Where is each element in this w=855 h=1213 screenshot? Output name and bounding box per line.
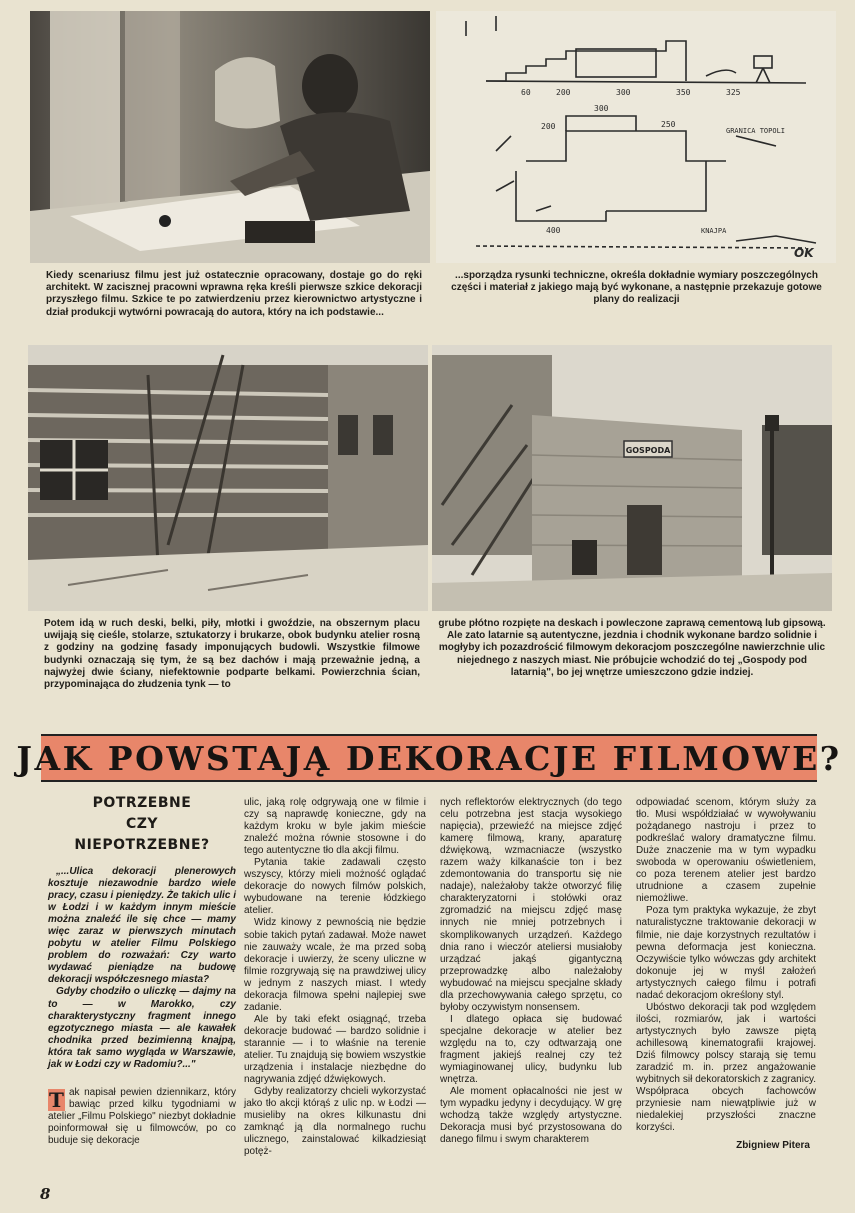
column-1-body [48,1087,236,1147]
caption-technical-drawings: ...sporządza rysunki techniczne, określa dokładnie wymiary poszczególnych części i materiał z jakiego mają być wykonane, a następnie przekazuje gotowe plany do realizacji [451,270,822,306]
column-1 [48,793,236,1147]
dim-label: 60 [521,88,531,97]
dim-label: 350 [676,88,691,97]
headline: JAK POWSTAJĄ DEKORACJE FILMOWE? [16,738,842,778]
quote-paragraph: „...Ulica dekoracji plenerowych kosztuje niezawodnie bardzo wiele pracy, czasu i pieniędzy. Że takich ulic i w Łodzi i w każdym innym mieście można znaleźć ile się chce — mamy więc zaraz w pierwszych minutach pobytu w atelier Filmu Polskiego problem do rozważań: Czy warto wydawać pieniądze na budowę dekoracji współczesnego miasta? [48,866,236,986]
body-paragraph: I dlatego opłaca się budować specjalne dekoracje w atelier bez względu na to, czy odtwarzają one fragment jakiejś realnej czy też wymiaginowanej ulicy, budynku lub wnętrza. [440,1013,622,1086]
gospoda-sign: GOSPODA [625,446,671,455]
column-4 [636,797,816,1152]
headline-banner [16,734,842,782]
dim-label: 200 [541,122,556,131]
body-paragraph: Widz kinowy z pewnością nie będzie sobie takich pytań zadawał. Może nawet nie zauważy wcale, że ma przed sobą dekoracje i uwierzy, że sceny uliczne w filmie rozgrywają się na prawdziwej ulicy w jednym z naszych miast. I wtedy dekoracja filmowa spełni najlepiej swe zadanie. [244,917,426,1013]
body-paragraph: Pytania takie zadawali często wszyscy, którzy mieli możność oglądać dekoracje do nowych filmów polskich, wybudowane na terenie łódzkiego atelier. [244,857,426,917]
body-paragraph: nych reflektorów elektrycznych (do tego celu potrzebna jest stacja wysokiego napięcia), przewieźć na miejsce zdjęć kamerę filmową, krany, aparaturę dźwiękową, wzmacniacze (wszystko razem waży kilkanaście ton i bez zdemontowania do transportu się nie nadaje), należałoby także otworzyć filię charakteryzatorni i stołówki oraz zgromadzić na miejscu zdjęć masę innych nie mniej potrzebnych i skomplikowanych urządzeń. Każdego dnia rano i wieczór ateliersi musiałoby urządzać jakąś gigantyczną przeprowadzkę albo należałoby wybudować na miejscu specjalne składy dla przechowywania całego sprzętu, co byłoby oczywistym nonsensem. [440,797,622,1013]
sketch-label-granica: GRANICA TOPOLI [726,127,786,135]
body-paragraph: Ale moment opłacalności nie jest w tym wypadku jedyny i decydujący. W grę wchodzą także względy artystyczne. Dekoracja musi być przystosowana do danego filmu i swym charakterem [440,1086,622,1146]
photo-gospoda-facade [432,345,832,611]
dim-label: 325 [726,88,741,97]
subheading-line: NIEPOTRZEBNE? [74,837,210,853]
photo-construction-scaffolding [28,345,428,611]
page-number: 8 [40,1185,51,1203]
body-paragraph: Ubóstwo dekoracji tak pod względem ilości, rozmiarów, jak i wartości artystycznych było zawsze piętą achillesową kinematografii krajowej. Dziś filmowcy polscy starają się temu zaradzić m. in. przez angażowanie wybitnych sił dekoratorskich z zagranicy. Współpraca obcych fachowców przyniesie nam niewątpliwie już w niedalekiej przyszłości znaczne korzyści. [636,1001,816,1134]
body-paragraph: Ale by taki efekt osiągnąć, trzeba dekoracje budować — bardzo solidnie i starannie — i to właśnie na terenie atelier. Tu znajdują się bowiem wszystkie urządzenia i instalacje niezbędne do nagrywania zdjęć dźwiękowych. [244,1013,426,1086]
technical-sketch [436,11,836,263]
dim-label: 300 [594,104,609,113]
subheading-line: CZY [125,816,159,832]
column-2 [244,797,426,1158]
body-paragraph: odpowiadać scenom, którym służy za tło. Musi współdziałać w wywoływaniu pożądanego nastroju i przez to podkreślać walory dramatyczne filmu. Duże znaczenie ma w tym wypadku swoboda w operowaniu oświetleniem, co poza terenem atelier jest bardzo utrudnione a czasem zupełnie niemożliwe. [636,797,816,905]
dim-label: 250 [661,120,676,129]
caption-gospoda: grube płótno rozpięte na deskach i powleczone zaprawą cementową lub gipsową. Ale zato latarnie są autentyczne, jezdnia i chodnik wykonane bardzo solidnie i mogłyby ich pozazdrościć filmowym dekoracjom poszczególne nawierzchnie ulic niejednego z naszych miast. Nie próbujcie wchodzić do tej „Gospody pod latarnią", bo jej wnętrze umieszczono gdzie indziej. [438,618,826,678]
photo-architect-drawing [30,11,430,263]
quote-block [48,866,236,1071]
body-paragraph: ak napisał pewien dziennikarz, który bawiąc przed kilku tygodniami w atelier „Filmu Polskiego" niezbyt dokładnie poinformował się u filmowców, po co buduje się dekoracje [48,1086,236,1146]
quote-paragraph: Gdyby chodziło o uliczkę — dajmy na to — w Marokko, czy charakterystyczny fragment innego egzotycznego miasta — ale kawałek chodnika przed bezimienną knajpą, która tak samo wygląda w Warszawie, jak w Łodzi czy w Radomiu?..." [48,986,236,1070]
sketch-signature: OK [794,246,814,260]
body-paragraph: Gdyby realizatorzy chcieli wykorzystać jako tło akcji którąś z ulic np. w Łodzi — musieliby na okres kilkunastu dni zamknąć ją dla normalnego ruchu ulicznego, zainstalować kilkadziesiąt potęż- [244,1086,426,1158]
body-paragraph: ulic, jaką rolę odgrywają one w filmie i czy są naprawdę konieczne, gdy na każdym kroku w byle jakim mieście znaleźć można równie stosowne i do tego autentyczne tło dla akcji filmu. [244,797,426,857]
sketch-label-knajpa: KNAJPA [701,227,727,235]
body-paragraph: Poza tym praktyka wykazuje, że zbyt naturalistyczne traktowanie dekoracji w filmie, nie daje korzystnych rezultatów i pewna deformacja jest konieczna. Oczywiście tylko wówczas gdy architekt dokonuje jej w myśl założeń artystycznych całego filmu i potrafi nadać dekoracjom określony styl. [636,905,816,1001]
drop-cap: T [49,1087,64,1112]
author-byline: Zbigniew Pitera [736,1140,810,1152]
dim-label: 400 [546,226,561,235]
subheading-line: POTRZEBNE [92,795,192,811]
subheading [48,793,236,856]
caption-construction: Potem idą w ruch deski, belki, piły, młotki i gwoździe, na obszernym placu uwijają się cieśle, stolarze, sztukatorzy i brukarze, obok budynku atelier rosną z godziny na godzinę fasady imponujących budowli. Wszystkie filmowe budynki oznaczają się tym, że są bez dachów i mają przeważnie jedną, a najwyżej dwie ściany, niefektownie podparte belkami. Powierzchnia ścian, przypominająca do złudzenia tynk — to [44,618,420,691]
dim-label: 200 [556,88,571,97]
dim-label: 300 [616,88,631,97]
column-3 [440,797,622,1146]
caption-architect: Kiedy scenariusz filmu jest już ostatecznie opracowany, dostaje go do ręki architekt. W zacisznej pracowni wprawna ręka kreśli pierwsze szkice dekoracji przyszłego filmu. Szkice te po zatwierdzeniu przez kierownictwo artystyczne i dział produkcji wytwórni powracają do autora, który na ich podstawie... [46,270,422,318]
